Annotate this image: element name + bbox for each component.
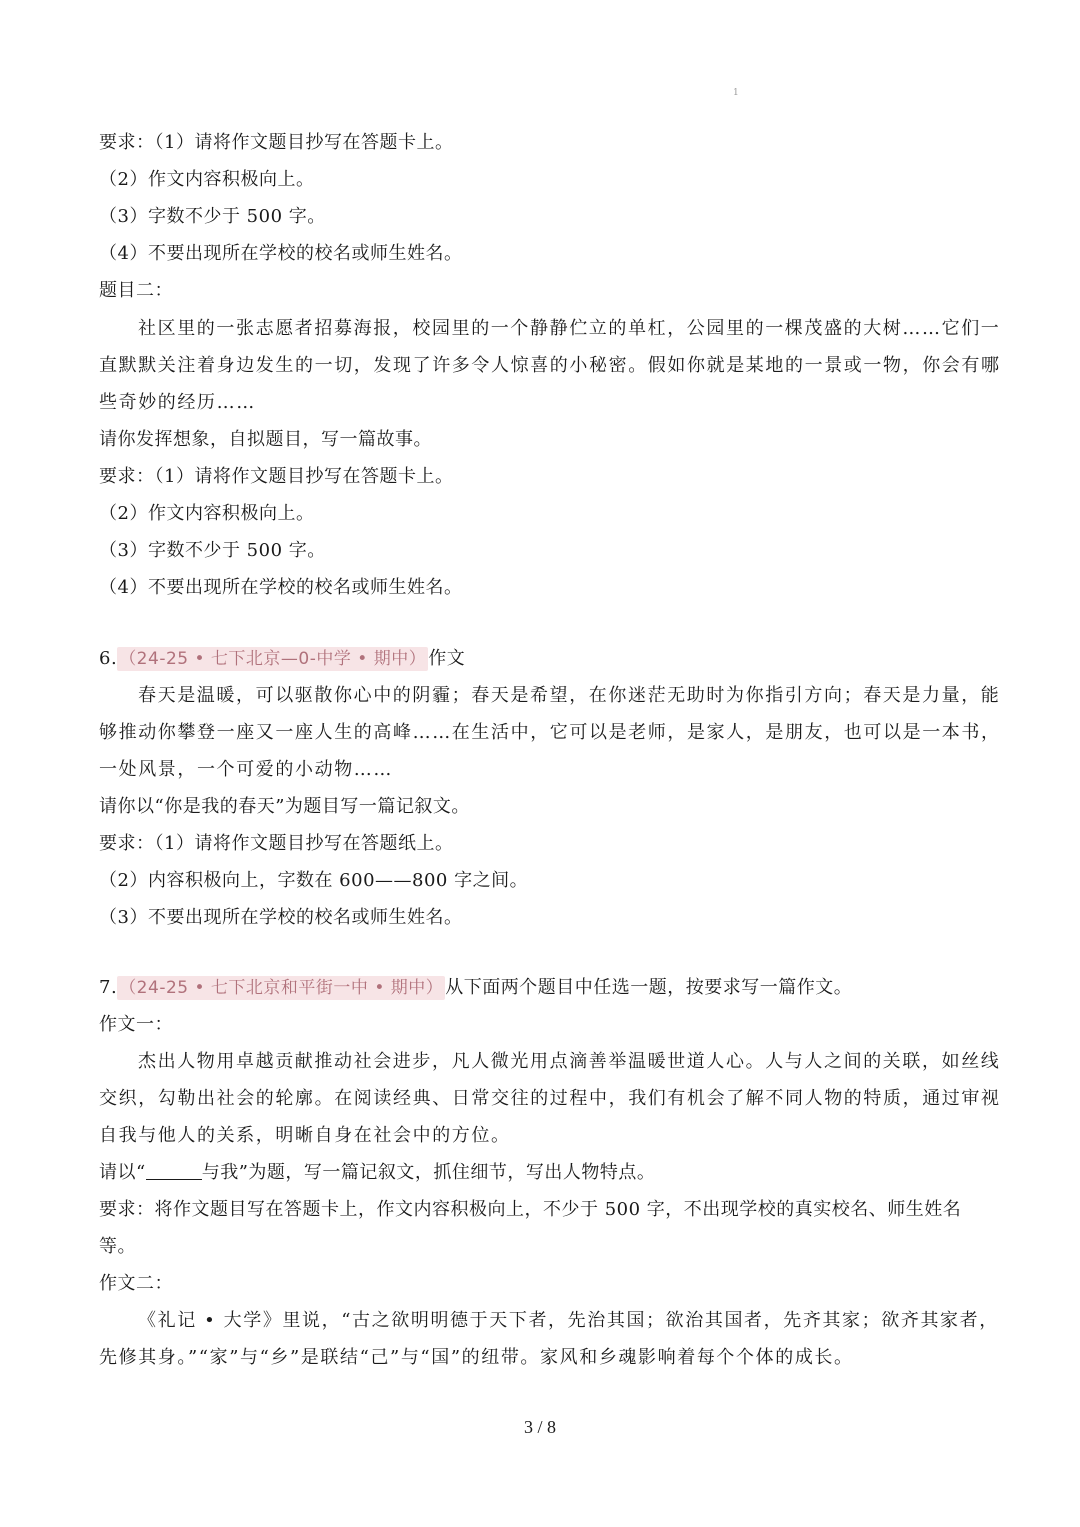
essay-one-label: 作文一： [99,1014,173,1035]
question-6-paragraph-line-2: 够推动你攀登一座又一座人生的高峰……在生活中，它可以是老师，是家人，是朋友，也可以是一本书， [99,722,1001,743]
topic-two-paragraph-line-1: 社区里的一张志愿者招募海报，校园里的一个静静伫立的单杠，公园里的一棵茂盛的大树……它们一 [138,318,1001,339]
page-number: 3 / 8 [523,1417,556,1437]
question-6-requirement-1: 要求：（1）请将作文题目抄写在答题纸上。 [99,833,454,854]
question-6-number: 6. [99,648,118,669]
requirements-line-2: （2）作文内容积极向上。 [99,169,315,190]
requirements-line-4: （4）不要出现所在学校的校名或师生姓名。 [99,243,463,264]
question-7-source-tag: （24-25 • 七下北京和平街一中 • 期中） [119,978,444,998]
title-blank [146,1161,202,1180]
question-6-requirement-3: （3）不要出现所在学校的校名或师生姓名。 [99,907,463,928]
requirements-line-3: （3）字数不少于 500 字。 [99,206,326,227]
question-6-source-tag: （24-25 • 七下北京—0-中学 • 期中） [119,649,427,669]
question-6-type: 作文 [428,648,466,669]
topic-two-requirement-4: （4）不要出现所在学校的校名或师生姓名。 [99,577,463,598]
essay-one-paragraph-line-3: 自我与他人的关系，明晰自身在社会中的方位。 [99,1125,511,1146]
question-6-paragraph-line-3: 一处风景，一个可爱的小动物…… [99,759,393,780]
topic-two-requirement-1: 要求：（1）请将作文题目抄写在答题卡上。 [99,466,454,487]
topic-two-requirement-3: （3）字数不少于 500 字。 [99,540,326,561]
requirements-line-1: 要求：（1）请将作文题目抄写在答题卡上。 [99,132,454,153]
essay-one-paragraph-line-2: 交织，勾勒出社会的轮廓。在阅读经典、日常交往的过程中，我们有机会了解不同人物的特质，通过审视 [99,1088,1001,1109]
question-6-header [99,647,465,671]
essay-two-paragraph-line-1: 《礼记 • 大学》里说，“古之欲明明德于天下者，先治其国；欲治其国者，先齐其家；欲齐其家者， [138,1310,999,1331]
question-7-header [99,976,852,1000]
question-6-paragraph-line-1: 春天是温暖，可以驱散你心中的阴霾；春天是希望，在你迷茫无助时为你指引方向；春天是力量，能 [138,685,1001,706]
question-6-instruction: 请你以“你是我的春天”为题目写一篇记叙文。 [99,796,470,817]
essay-one-instruction-suffix: 与我”为题，写一篇记叙文，抓住细节，写出人物特点。 [201,1162,656,1183]
topic-two-instruction: 请你发挥想象，自拟题目，写一篇故事。 [99,429,432,450]
topic-two-paragraph-line-3: 些奇妙的经历…… [99,392,256,413]
header-mark: 1 [733,88,739,98]
topic-two-requirement-2: （2）作文内容积极向上。 [99,503,315,524]
question-7-number: 7. [99,977,118,998]
topic-two-label: 题目二： [99,280,173,301]
essay-one-instruction [99,1161,655,1185]
essay-two-label: 作文二： [99,1273,173,1294]
essay-one-paragraph-line-1: 杰出人物用卓越贡献推动社会进步，凡人微光用点滴善举温暖世道人心。人与人之间的关联，如丝线 [138,1051,1001,1072]
essay-one-instruction-prefix: 请以“ [99,1162,146,1183]
question-6-requirement-2: （2）内容积极向上，字数在 600——800 字之间。 [99,870,529,891]
topic-two-paragraph-line-2: 直默默关注着身边发生的一切，发现了许多令人惊喜的小秘密。假如你就是某地的一景或一物，你会有哪 [99,355,1001,376]
essay-two-paragraph-line-2: 先修其身。”“家”与“乡”是联结“己”与“国”的纽带。家风和乡魂影响着每个个体的成长。 [99,1347,854,1368]
essay-one-requirement-line-1: 要求：将作文题目写在答题卡上，作文内容积极向上，不少于 500 字，不出现学校的真实校名、师生姓名 [99,1199,962,1220]
essay-one-requirement-line-2: 等。 [99,1236,136,1257]
question-7-prompt: 从下面两个题目中任选一题，按要求写一篇作文。 [445,977,853,998]
